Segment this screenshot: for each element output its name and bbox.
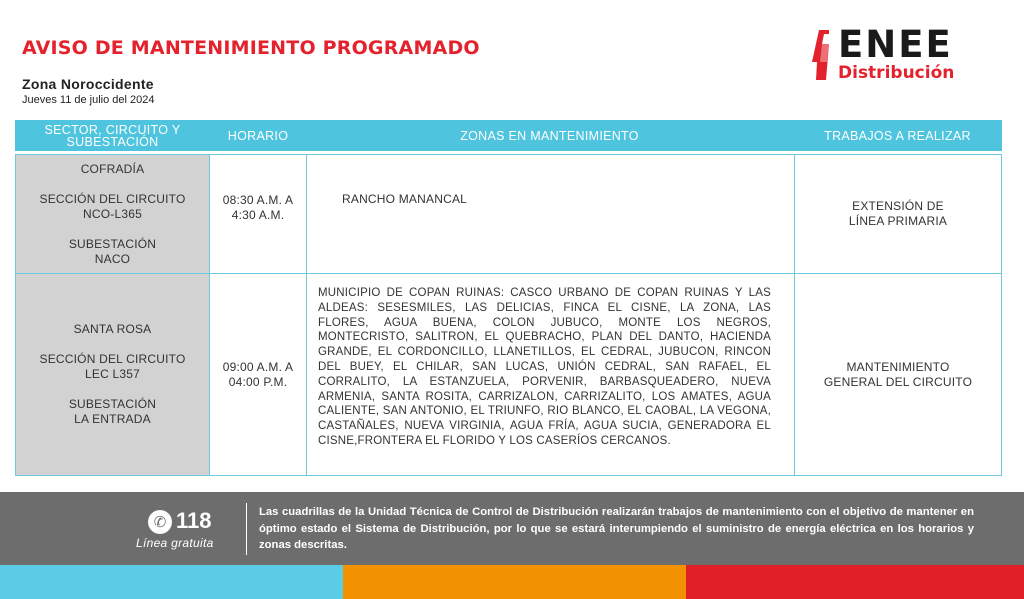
table-row-zonas (306, 273, 795, 476)
logo-subtitle: Distribución (838, 63, 955, 83)
circuit-code: NCO-L365 (83, 206, 142, 221)
circuit-code: LEC L357 (85, 367, 140, 381)
footer-divider (246, 503, 247, 555)
phone-icon: ✆ (148, 510, 172, 534)
circuit-label: SECCIÓN DEL CIRCUITO (39, 352, 186, 366)
table-header (15, 120, 1002, 151)
work-line1: EXTENSIÓN DE (852, 199, 944, 213)
schedule-start: 09:00 A.M. A (222, 359, 294, 374)
substation-label: SUBESTACIÓN (68, 236, 157, 251)
header-horario: HORARIO (227, 128, 289, 143)
zone-name: Zona Noroccidente (22, 76, 154, 92)
notice-date: Jueves 11 de julio del 2024 (22, 94, 155, 106)
table-row-sector (15, 154, 210, 274)
zones-text: MUNICIPIO DE COPAN RUINAS: CASCO URBANO DE COPAN RUINAS Y LAS ALDEAS: SESESMILES, LAS DELICIAS, FINCA EL CISNE, LA ZONA, LAS FLORES, AGUA BUENA, COLON JUBUCO, MONTE LOS NEGROS, MONTECRISTO, SALITRON, EL QUEBRACHO, PLAN DEL DANTO, HACIENDA GRANDE, EL CORDONCILLO, LLANETILLOS, EL CEDRAL, JUBUCON, RINCON DEL BUEY, EL CHILAR, SAN LUCAS, UNIÓN CEDRAL, SAN RAFAEL, EL CORRALITO, LA ESTANZUELA, PORVENIR, BARBASQUEADERO, NUEVA ARMENIA, SANTA ROSITA, CARRIZALON, CARRIZALITO, LOS AMATES, AGUA CALIENTE, SAN ANTONIO, EL TRIUNFO, RIO BLANCO, EL CAOBAL, LA VEGONA, CASTAÑALES, NUEVA VIRGINIA, AGUA FRÍA, AGUA SUCIA, GENERADORA EL CISNE,FRONTERA EL FLORIDO Y LOS CASERÍOS CERCANOS. (318, 287, 771, 447)
stripe-cyan (0, 565, 343, 599)
substation-name: NACO (94, 251, 131, 266)
page-title: AVISO DE MANTENIMIENTO PROGRAMADO (22, 37, 480, 59)
sector-name: COFRADÍA (80, 161, 145, 176)
stripe-red (686, 565, 1024, 599)
logo-brand: ENEE (838, 23, 953, 66)
schedule-end: 04:00 P.M. (228, 374, 288, 389)
substation-label: SUBESTACIÓN (68, 397, 157, 411)
table-row-zonas (306, 154, 795, 274)
enee-logo (812, 23, 997, 86)
substation-name: LA ENTRADA (74, 412, 151, 426)
table-row-trabajos (794, 273, 1002, 476)
table-row-horario (209, 154, 307, 274)
work-line1: MANTENIMIENTO (846, 359, 950, 374)
hotline-number[interactable]: 118 (176, 508, 212, 533)
table-row-sector (15, 273, 210, 476)
table-row-trabajos (794, 154, 1002, 274)
schedule-start: 08:30 A.M. A (222, 193, 294, 207)
header-zonas: ZONAS EN MANTENIMIENTO (460, 128, 639, 143)
schedule-end: 4:30 A.M. (231, 208, 285, 222)
header-sector: SECTOR, CIRCUITO Y SUBESTACIÓN (44, 122, 181, 149)
stripe-orange (343, 565, 686, 599)
tower-icon (812, 30, 834, 82)
table-row-horario (209, 273, 307, 476)
work-line2: GENERAL DEL CIRCUITO (823, 374, 973, 389)
work-line2: LÍNEA PRIMARIA (848, 214, 948, 228)
footer-notice: Las cuadrillas de la Unidad Técnica de Control de Distribución realizarán trabajos de mantenimiento con el objetivo de mantener en óptimo estado el Sistema de Distribución, por lo que se estará interumpiendo el suministro de energía eléctrica en los horarios y zonas descritas. (259, 506, 974, 551)
circuit-label: SECCIÓN DEL CIRCUITO (39, 191, 186, 206)
zones-text: RANCHO MANANCAL (342, 192, 468, 206)
sector-name: SANTA ROSA (73, 322, 152, 336)
header-trabajos: TRABAJOS A REALIZAR (824, 128, 971, 143)
hotline-label: Línea gratuita (136, 536, 214, 550)
